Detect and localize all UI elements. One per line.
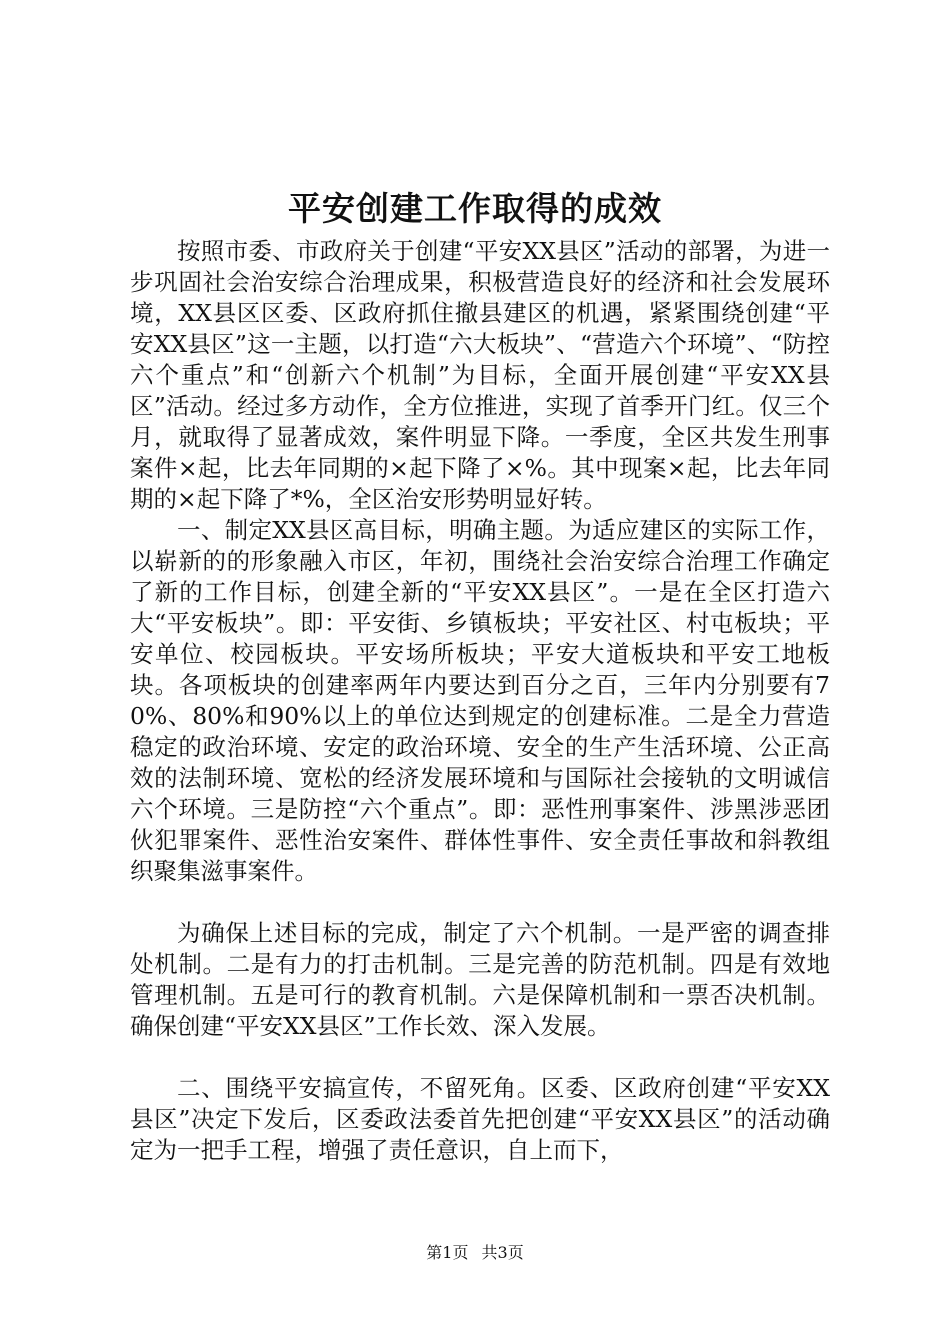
paragraph-mechanisms: 为确保上述目标的完成，制定了六个机制。一是严密的调查排处机制。二是有力的打击机制。三是完善的防范机制。四是有效地管理机制。五是可行的教育机制。六是保障机制和一票否决机制。确保创建“平安XX县区”工作长效、深入发展。	[130, 919, 830, 1040]
paragraph-section-one: 一、制定XX县区高目标，明确主题。为适应建区的实际工作，以崭新的的形象融入市区，年初，围绕社会治安综合治理工作确定了新的工作目标，创建全新的“平安XX县区”。一是在全区打造六大“平安板块”。即：平安街、乡镇板块；平安社区、村屯板块；平安单位、校园板块。平安场所板块；平安大道板块和平安工地板块。各项板块的创建率两年内要达到百分之百，三年内分别要有70%、80%和90%以上的单位达到规定的创建标准。二是全力营造稳定的政治环境、安定的政治环境、安全的生产生活环境、公正高效的法制环境、宽松的经济发展环境和与国际社会接轨的文明诚信六个环境。三是防控“六个重点”。即：恶性刑事案件、涉黑涉恶团伙犯罪案件、恶性治安案件、群体性事件、安全责任事故和斜教组织聚集滋事案件。	[130, 516, 830, 885]
paragraph-spacer	[130, 887, 830, 918]
paragraph-spacer	[130, 1042, 830, 1073]
page-number: 第1页	[426, 1243, 469, 1262]
page-footer	[0, 1242, 950, 1264]
document-title: 平安创建工作取得的成效	[288, 189, 662, 228]
paragraph-intro: 按照市委、市政府关于创建“平安XX县区”活动的部署，为进一步巩固社会治安综合治理成果，积极营造良好的经济和社会发展环境，XX县区区委、区政府抓住撤县建区的机遇，紧紧围绕创建“平安XX县区”这一主题，以打造“六大板块”、“营造六个环境”、“防控六个重点”和“创新六个机制”为目标，全面开展创建“平安XX县区”活动。经过多方动作，全方位推进，实现了首季开门红。仅三个月，就取得了显著成效，案件明显下降。一季度，全区共发生刑事案件×起，比去年同期的×起下降了×%。其中现案×起，比去年同期的×起下降了*%，全区治安形势明显好转。	[130, 237, 830, 513]
document-body	[130, 236, 830, 1166]
page-total: 共3页	[481, 1243, 524, 1262]
paragraph-section-two: 二、围绕平安搞宣传，不留死角。区委、区政府创建“平安XX县区”决定下发后，区委政法委首先把创建“平安XX县区”的活动确定为一把手工程，增强了责任意识，自上而下，	[130, 1074, 830, 1164]
